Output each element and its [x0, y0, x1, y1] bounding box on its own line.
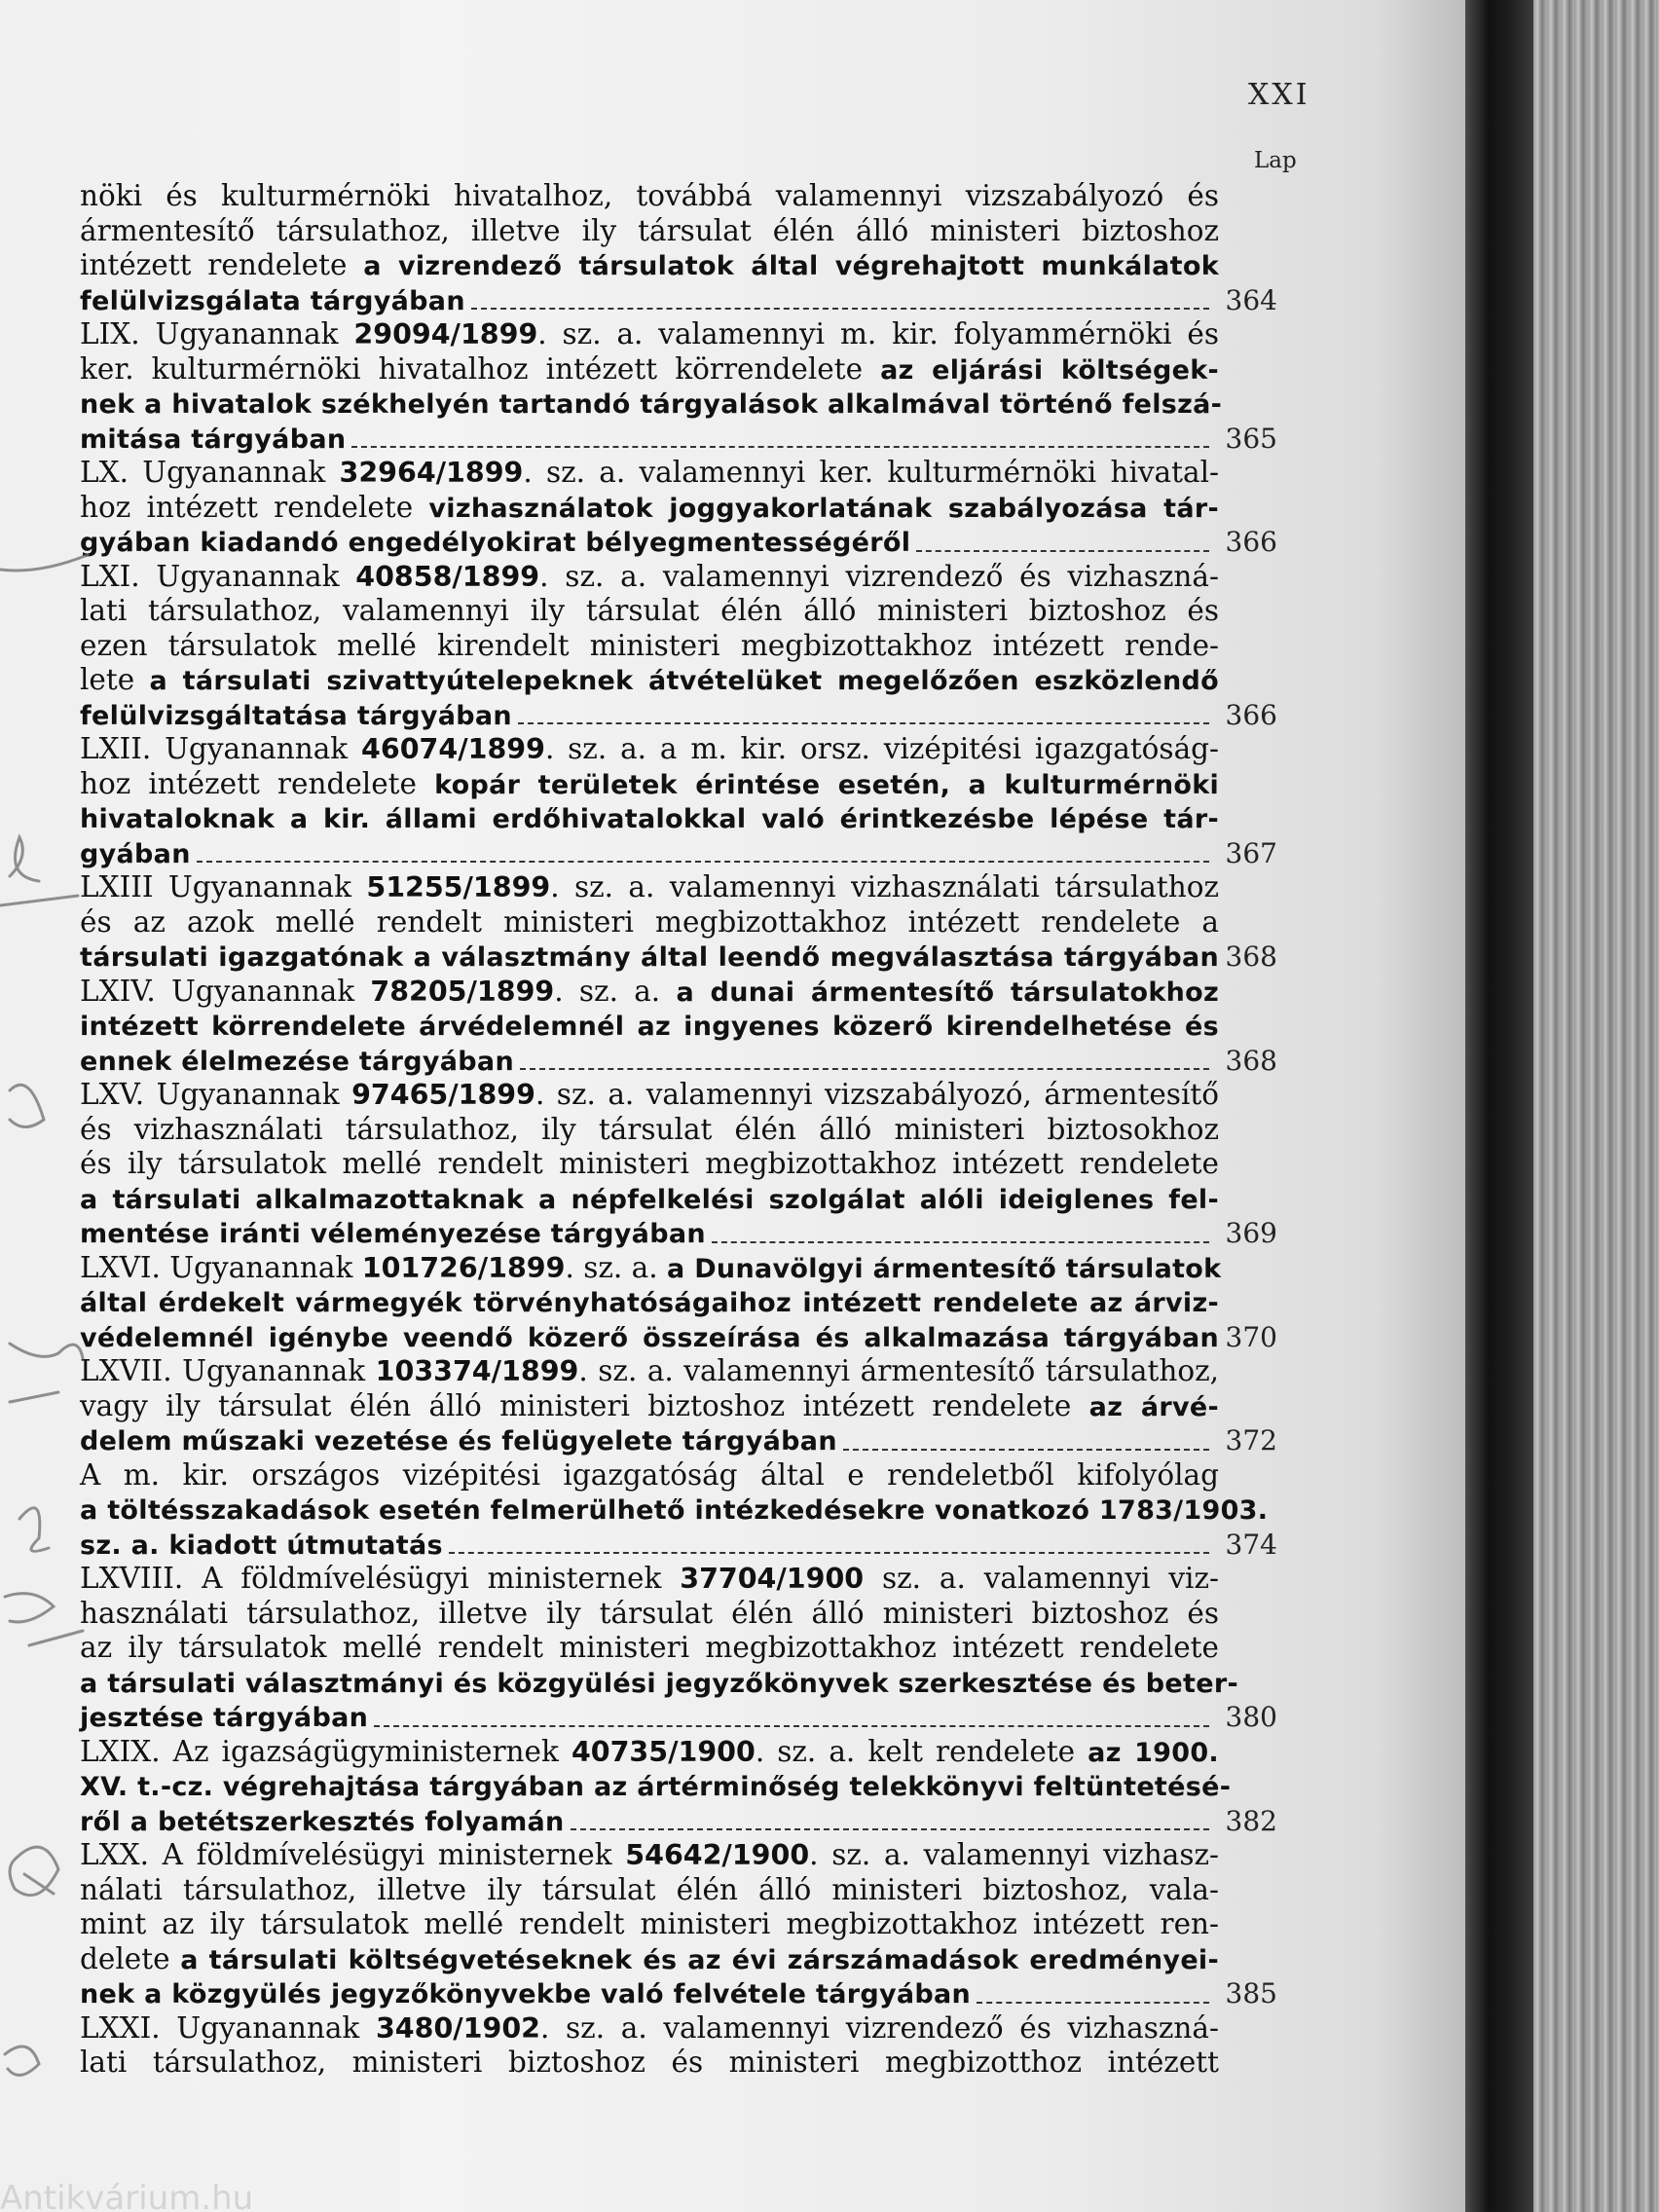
- table-of-contents: [80, 179, 1277, 2081]
- toc-line-text: [80, 1320, 1219, 1356]
- toc-line: [80, 456, 1277, 491]
- subject-text: ennek élelmezése tárgyában: [80, 1046, 514, 1077]
- pencil-marginalia: [0, 0, 175, 2212]
- toc-line-text: [80, 2046, 1219, 2081]
- body-text: LX. Ugyanannak: [80, 456, 340, 489]
- subject-text: jesztése tárgyában: [80, 1703, 369, 1733]
- subject-text: kopár területek érintése esetén, a kulturmérnöki: [434, 769, 1220, 800]
- toc-line: [80, 1976, 1277, 2011]
- subject-text: hivataloknak a kir. állami erdőhivatalokkal való érintkezésbe lépése tár-: [80, 804, 1219, 834]
- subject-text: felülvizsgálata tárgyában: [80, 285, 465, 316]
- dot-leader: [571, 1826, 1209, 1830]
- body-text: . sz. a.: [554, 974, 677, 1008]
- toc-line: [80, 352, 1277, 387]
- decree-number: 40858/1899: [355, 560, 540, 593]
- body-text: . sz. a. valamennyi vizhasználati társulathoz: [550, 870, 1220, 903]
- toc-entry: [80, 179, 1277, 317]
- toc-line-text: [80, 732, 1219, 767]
- toc-line-text: [80, 1838, 1219, 1873]
- toc-line: [80, 283, 1277, 318]
- body-text: ezen társulatok mellé kirendelt ministeri megbizottakhoz intézett rende-: [80, 628, 1219, 662]
- toc-line-text: [80, 905, 1219, 940]
- page-reference: 366: [1225, 526, 1277, 558]
- body-text: . sz. a. valamennyi vizrendező és vizhaszná-: [540, 2010, 1219, 2045]
- toc-line-text: [80, 1562, 1219, 1597]
- subject-text: által érdekelt vármegyék törvényhatóságaihoz intézett rendelete az árviz-: [80, 1288, 1219, 1318]
- subject-text: az árvé-: [1088, 1391, 1220, 1422]
- toc-line: [80, 1182, 1277, 1217]
- page-reference: 368: [1225, 1044, 1277, 1077]
- dot-leader: [712, 1239, 1209, 1243]
- body-text: . sz. a. kelt rendelete: [755, 1734, 1088, 1768]
- toc-line-text: [80, 1423, 837, 1459]
- body-text: lete: [80, 663, 150, 696]
- page-reference: 368: [1225, 940, 1277, 973]
- body-text: lati társulathoz, ministeri biztoshoz és ministeri megbizotthoz intézett: [80, 2046, 1219, 2079]
- toc-line-text: [80, 491, 1219, 527]
- body-text: . sz. a. valamennyi vizrendező és vizhaszná-: [539, 559, 1219, 593]
- page-reference: 372: [1225, 1424, 1277, 1456]
- body-text: hoz intézett rendelete: [80, 766, 435, 800]
- subject-text: mentése iránti véleményezése tárgyában: [80, 1219, 706, 1249]
- toc-line-text: [80, 1769, 1231, 1805]
- toc-line-text: [80, 1354, 1219, 1389]
- body-text: ker. kulturmérnöki hivatalhoz intézett körrendelete: [80, 351, 881, 386]
- toc-line: [80, 1735, 1277, 1770]
- body-text: LXVIII. A földmívelésügyi ministernek: [80, 1562, 681, 1595]
- body-text: . sz. a. valamennyi vizhasz-: [809, 1838, 1219, 1871]
- toc-line: [80, 1423, 1277, 1458]
- toc-line-text: [80, 1666, 1238, 1702]
- body-text: intézett rendelete: [80, 248, 364, 281]
- toc-line: [80, 248, 1277, 283]
- page-reference: 366: [1225, 698, 1277, 731]
- toc-entry: [80, 1078, 1277, 1251]
- subject-text: ről a betétszerkesztés folyamán: [80, 1806, 565, 1837]
- toc-line-text: [80, 317, 1219, 352]
- body-text: és az azok mellé rendelt ministeri megbizottakhoz intézett rendelete a: [80, 904, 1219, 939]
- toc-line: [80, 525, 1277, 560]
- decree-number: 32964/1899: [339, 457, 524, 489]
- toc-line-text: [80, 663, 1219, 699]
- toc-line-text: [80, 1631, 1219, 1666]
- page-reference: 370: [1225, 1320, 1277, 1353]
- body-text: az ily társulatok mellé rendelt ministeri megbizottakhoz intézett rendelete: [80, 1631, 1219, 1664]
- dot-leader: [520, 1066, 1209, 1070]
- toc-line: [80, 905, 1277, 940]
- body-text: és vizhasználati társulathoz, ily társulat élén álló ministeri biztosokhoz: [80, 1112, 1219, 1146]
- toc-line: [80, 1147, 1277, 1182]
- toc-entry: [80, 1562, 1277, 1735]
- subject-text: a társulati alkalmazottaknak a népfelkelési szolgálat alóli ideiglenes fel-: [80, 1184, 1219, 1215]
- toc-line: [80, 1528, 1277, 1563]
- toc-line-text: [80, 1873, 1219, 1908]
- dot-leader: [374, 1723, 1209, 1727]
- subject-text: vizhasználatok joggyakorlatának szabályozása tár-: [428, 493, 1219, 524]
- toc-line: [80, 1666, 1277, 1701]
- subject-text: a töltésszakadások esetén felmerülhető intézkedésekre vonatkozó 1783/1903.: [80, 1495, 1269, 1526]
- body-text: LIX. Ugyanannak: [80, 317, 354, 350]
- watermark: Antikvárium.hu: [0, 2179, 254, 2212]
- dot-leader: [449, 1550, 1209, 1554]
- subject-text: gyában kiadandó engedélyokirat bélyegmentességéről: [80, 528, 911, 558]
- decree-number: 29094/1899: [353, 318, 538, 350]
- subject-text: az eljárási költségek-: [880, 354, 1219, 386]
- page-reference: 369: [1225, 1217, 1277, 1249]
- lap-column-label: Lap: [1254, 148, 1297, 173]
- subject-text: delem műszaki vezetése és felügyelete tárgyában: [80, 1426, 837, 1456]
- toc-line: [80, 1078, 1277, 1113]
- subject-text: XV. t.-cz. végrehajtása tárgyában az ártérminőség telekkönyvi feltüntetésé-: [80, 1772, 1232, 1802]
- toc-entry: [80, 2011, 1277, 2081]
- toc-line-text: [80, 1009, 1219, 1045]
- body-text: LXXI. Ugyanannak: [80, 2010, 376, 2045]
- toc-line-text: [80, 767, 1219, 803]
- decree-number: 46074/1899: [361, 733, 545, 765]
- toc-line: [80, 560, 1277, 595]
- toc-entry: [80, 1838, 1277, 2011]
- toc-line: [80, 1389, 1277, 1424]
- dot-leader: [843, 1447, 1209, 1451]
- subject-text: az 1900.: [1088, 1737, 1219, 1768]
- toc-line-text: [80, 2011, 1219, 2046]
- subject-text: társulati igazgatónak a választmány által leendő megválasztása tárgyában: [80, 942, 1219, 973]
- body-text: . sz. a. valamennyi ármentesítő társulathoz,: [578, 1354, 1219, 1387]
- toc-line: [80, 801, 1277, 836]
- toc-line-text: [80, 352, 1219, 388]
- body-text: . sz. a. a m. kir. orsz. vizépitési igazgatóság-: [544, 732, 1220, 765]
- toc-line-text: [80, 560, 1219, 595]
- toc-line: [80, 1285, 1277, 1320]
- toc-line: [80, 1907, 1277, 1942]
- dot-leader: [197, 859, 1209, 863]
- toc-line: [80, 698, 1277, 733]
- toc-line: [80, 870, 1277, 905]
- toc-line: [80, 1873, 1277, 1908]
- page-reference: 367: [1225, 836, 1277, 869]
- toc-line-text: [80, 1493, 1268, 1529]
- toc-line: [80, 1044, 1277, 1079]
- toc-line: [80, 1493, 1277, 1528]
- page-reference: 364: [1225, 283, 1277, 316]
- subject-text: sz. a. kiadott útmutatás: [80, 1530, 443, 1561]
- toc-line: [80, 836, 1277, 871]
- toc-line: [80, 1700, 1277, 1735]
- toc-line: [80, 629, 1277, 664]
- page-reference: 380: [1225, 1701, 1277, 1733]
- page-reference: 385: [1225, 1977, 1277, 2009]
- toc-line: [80, 1458, 1277, 1493]
- toc-entry: [80, 1735, 1277, 1839]
- subject-text: a társulati költségvetéseknek és az évi zárszámadások eredményei-: [180, 1944, 1219, 1975]
- toc-line-text: [80, 525, 910, 561]
- toc-line: [80, 767, 1277, 802]
- dot-leader: [471, 306, 1209, 310]
- toc-line: [80, 1354, 1277, 1389]
- book-binding: [1465, 0, 1533, 2212]
- page-number: XXI: [1248, 78, 1310, 112]
- decree-number: 101726/1899: [361, 1251, 566, 1284]
- page-reference: 365: [1225, 422, 1277, 455]
- subject-text: gyában: [80, 838, 191, 869]
- body-text: A m. kir. országos vizépitési igazgatóság által e rendeletből kifolyólag: [80, 1457, 1219, 1492]
- subject-text: mitása tárgyában: [80, 424, 347, 455]
- body-text: delete: [80, 1941, 181, 1975]
- toc-line: [80, 1838, 1277, 1873]
- decree-number: 3480/1902: [375, 2011, 541, 2045]
- body-text: LXX. A földmívelésügyi ministernek: [80, 1838, 626, 1871]
- toc-line-text: [80, 940, 1219, 976]
- toc-entry: [80, 1251, 1277, 1355]
- toc-line-text: [80, 1597, 1219, 1632]
- body-text: LXII. Ugyanannak: [80, 732, 362, 765]
- toc-entry: [80, 870, 1277, 975]
- toc-line: [80, 1320, 1277, 1355]
- decree-number: 97465/1899: [351, 1079, 535, 1111]
- toc-line-text: [80, 248, 1219, 284]
- subject-text: intézett körrendelete árvédelemnél az ingyenes közerő kirendelhetése és: [80, 1012, 1219, 1042]
- decree-number: 51255/1899: [366, 871, 551, 903]
- toc-line: [80, 663, 1277, 698]
- toc-line: [80, 1597, 1277, 1632]
- toc-entry: [80, 456, 1277, 560]
- toc-line-text: [80, 214, 1219, 249]
- toc-entry: [80, 1458, 1277, 1563]
- toc-line: [80, 1009, 1277, 1044]
- body-text: lati társulathoz, valamennyi ily társulat élén álló ministeri biztoshoz és: [80, 594, 1219, 627]
- body-text: LXIV. Ugyanannak: [80, 974, 371, 1008]
- toc-line: [80, 387, 1277, 422]
- toc-line: [80, 1251, 1277, 1286]
- decree-number: 78205/1899: [370, 975, 555, 1008]
- toc-line-text: [80, 1113, 1219, 1148]
- toc-line: [80, 179, 1277, 214]
- body-text: sz. a. valamennyi viz-: [864, 1562, 1219, 1595]
- toc-line: [80, 1562, 1277, 1597]
- background-surface: [1533, 0, 1659, 2212]
- toc-line: [80, 2046, 1277, 2081]
- toc-line-text: [80, 179, 1219, 214]
- toc-line: [80, 1942, 1277, 1977]
- toc-line: [80, 2011, 1277, 2046]
- toc-line-text: [80, 870, 1219, 905]
- dot-leader: [518, 720, 1209, 724]
- body-text: . sz. a. valamennyi vizszabályozó, ármentesítő: [535, 1078, 1219, 1111]
- toc-line-text: [80, 975, 1219, 1011]
- subject-text: nek a hivatalok székhelyén tartandó tárgyalások alkalmával történő felszá-: [80, 389, 1223, 420]
- toc-line-text: [80, 801, 1219, 837]
- page-reference: 382: [1225, 1804, 1277, 1837]
- toc-line: [80, 732, 1277, 767]
- dot-leader: [351, 444, 1209, 448]
- decree-number: 37704/1900: [680, 1563, 865, 1595]
- page-reference: 374: [1225, 1528, 1277, 1561]
- dot-leader: [977, 2000, 1209, 2004]
- toc-line: [80, 975, 1277, 1010]
- toc-entry: [80, 1354, 1277, 1458]
- body-text: vagy ily társulat élén álló ministeri biztoshoz intézett rendelete: [80, 1388, 1089, 1422]
- subject-text: a Dunavölgyi ármentesítő társulatok: [667, 1253, 1222, 1284]
- toc-line: [80, 1113, 1277, 1148]
- body-text: mint az ily társulatok mellé rendelt ministeri megbizottakhoz intézett ren-: [80, 1907, 1219, 1940]
- toc-line-text: [80, 1078, 1219, 1113]
- decree-number: 54642/1900: [625, 1839, 810, 1871]
- toc-line-text: [80, 1389, 1219, 1425]
- toc-line-text: [80, 1285, 1219, 1321]
- toc-line-text: [80, 1147, 1219, 1182]
- decree-number: 103374/1899: [375, 1355, 579, 1387]
- body-text: LXI. Ugyanannak: [80, 559, 356, 593]
- toc-entry: [80, 560, 1277, 733]
- toc-line: [80, 1769, 1277, 1804]
- toc-entry: [80, 732, 1277, 870]
- toc-line-text: [80, 1735, 1219, 1771]
- subject-text: a dunai ármentesítő társulatokhoz: [676, 977, 1219, 1008]
- body-text: nöki és kulturmérnöki hivatalhoz, továbbá valamennyi vizszabályozó és: [80, 179, 1219, 212]
- body-text: ármentesítő társulathoz, illetve ily társulat élén álló ministeri biztoshoz: [80, 213, 1219, 247]
- toc-line-text: [80, 1976, 971, 2012]
- dot-leader: [916, 548, 1209, 552]
- subject-text: felülvizsgáltatása tárgyában: [80, 700, 512, 731]
- toc-entry: [80, 317, 1277, 456]
- toc-line: [80, 1216, 1277, 1251]
- toc-line: [80, 1804, 1277, 1839]
- toc-entry: [80, 975, 1277, 1079]
- subject-text: a társulati választmányi és közgyülési jegyzőkönyvek szerkesztése és beter-: [80, 1668, 1238, 1699]
- toc-line-text: [80, 1907, 1219, 1942]
- toc-line-text: [80, 1942, 1219, 1978]
- body-text: . sz. a. valamennyi m. kir. folyammérnöki és: [537, 317, 1219, 350]
- toc-line-text: [80, 1251, 1221, 1287]
- toc-line-text: [80, 387, 1222, 423]
- toc-line: [80, 1631, 1277, 1666]
- subject-text: a vizrendező társulatok által végrehajtott munkálatok: [363, 251, 1219, 281]
- body-text: . sz. a.: [565, 1250, 667, 1284]
- body-text: LXVI. Ugyanannak: [80, 1250, 362, 1284]
- toc-line-text: [80, 629, 1219, 664]
- body-text: LXVII. Ugyanannak: [80, 1354, 376, 1387]
- toc-line: [80, 594, 1277, 629]
- toc-line: [80, 422, 1277, 457]
- toc-line-text: [80, 594, 1219, 629]
- body-text: LXIX. Az igazságügyministernek: [80, 1734, 571, 1768]
- body-text: és ily társulatok mellé rendelt ministeri megbizottakhoz intézett rendelete: [80, 1147, 1219, 1180]
- toc-line-text: [80, 1458, 1219, 1493]
- toc-line-text: [80, 456, 1219, 491]
- subject-text: nek a közgyülés jegyzőkönyvekbe való felvétele tárgyában: [80, 1979, 972, 2009]
- subject-text: védelemnél igénybe veendő közerő összeírása és alkalmazása tárgyában: [80, 1322, 1219, 1353]
- body-text: LXIII Ugyanannak: [80, 870, 367, 903]
- subject-text: a társulati szivattyútelepeknek átvételüket megelőzően eszközlendő: [149, 666, 1219, 696]
- body-text: LXV. Ugyanannak: [80, 1078, 352, 1111]
- toc-line: [80, 317, 1277, 352]
- toc-line-text: [80, 1182, 1219, 1218]
- body-text: . sz. a. valamennyi ker. kulturmérnöki hivatal-: [523, 456, 1219, 489]
- decree-number: 40735/1900: [571, 1735, 756, 1768]
- body-text: hoz intézett rendelete: [80, 490, 429, 524]
- body-text: használati társulathoz, illetve ily társulat élén álló ministeri biztoshoz és: [80, 1596, 1219, 1630]
- toc-line: [80, 214, 1277, 249]
- body-text: nálati társulathoz, illetve ily társulat élén álló ministeri biztoshoz, vala-: [80, 1872, 1219, 1906]
- toc-line: [80, 940, 1277, 975]
- toc-line: [80, 491, 1277, 526]
